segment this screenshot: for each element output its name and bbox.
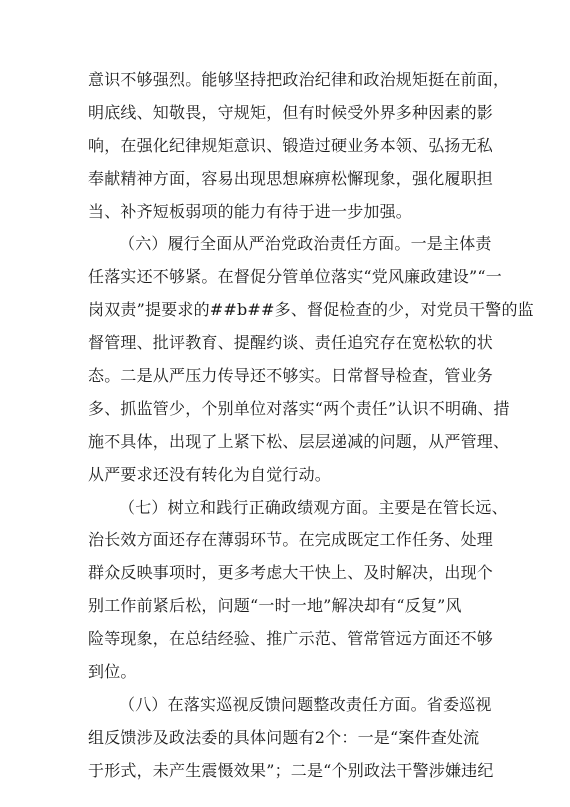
paragraph-heading-line: （六）履行全面从严治党政治责任方面。一是主体责 [119,234,492,254]
text-line: 到位。 [88,662,137,682]
text-line: 险等现象，在总结经验、推广示范、管常管远方面还不够 [88,629,494,649]
text-line: 明底线、知敬畏，守规矩，但有时候受外界多种因素的影 [88,102,494,122]
text-line: 从严要求还没有转化为自觉行动。 [88,464,332,484]
document-body [88,64,534,788]
text-line: 治长效方面还存在薄弱环节。在完成既定工作任务、处理 [88,530,494,550]
text-line: 奉献精神方面，容易出现思想麻痹松懈现象，强化履职担 [88,168,494,188]
text-line: 施不具体，出现了上紧下松、层层递减的问题，从严管理、 [88,431,510,451]
text-line: 组反馈涉及政法委的具体问题有2个：一是“案件查处流 [88,727,480,747]
text-line: 岗双责”提要求的##b##多、督促检查的少，对党员干警的监 [88,300,534,320]
text-line: 督管理、批评教育、提醒约谈、责任追究存在宽松软的状 [88,333,494,353]
text-line: 群众反映事项时，更多考虑大干快上、及时解决，出现个 [88,563,494,583]
text-line: 态。二是从严压力传导还不够实。日常督导检查，管业务 [88,366,494,386]
text-line: 响，在强化纪律规矩意识、锻造过硬业务本领、弘扬无私 [88,135,494,155]
text-line: 任落实还不够紧。在督促分管单位落实“党风廉政建设”“一 [88,267,502,287]
text-line: 意识不够强烈。能够坚持把政治纪律和政治规矩挺在前面， [88,70,510,89]
text-line: 当、补齐短板弱项的能力有待于进一步加强。 [88,201,413,221]
paragraph-heading-line: （八）在落实巡视反馈问题整改责任方面。省委巡视 [119,694,492,714]
paragraph-heading-line: （七）树立和践行正确政绩观方面。主要是在管长远、 [119,497,508,517]
text-line: 多、抓监管少，个别单位对落实“两个责任”认识不明确、措 [88,398,510,418]
text-line: 于形式，未产生震慑效果”；二是“个别政法干警涉嫌违纪 [88,760,494,780]
text-line: 别工作前紧后松，问题“一时一地”解决却有“反复”风 [88,596,462,616]
